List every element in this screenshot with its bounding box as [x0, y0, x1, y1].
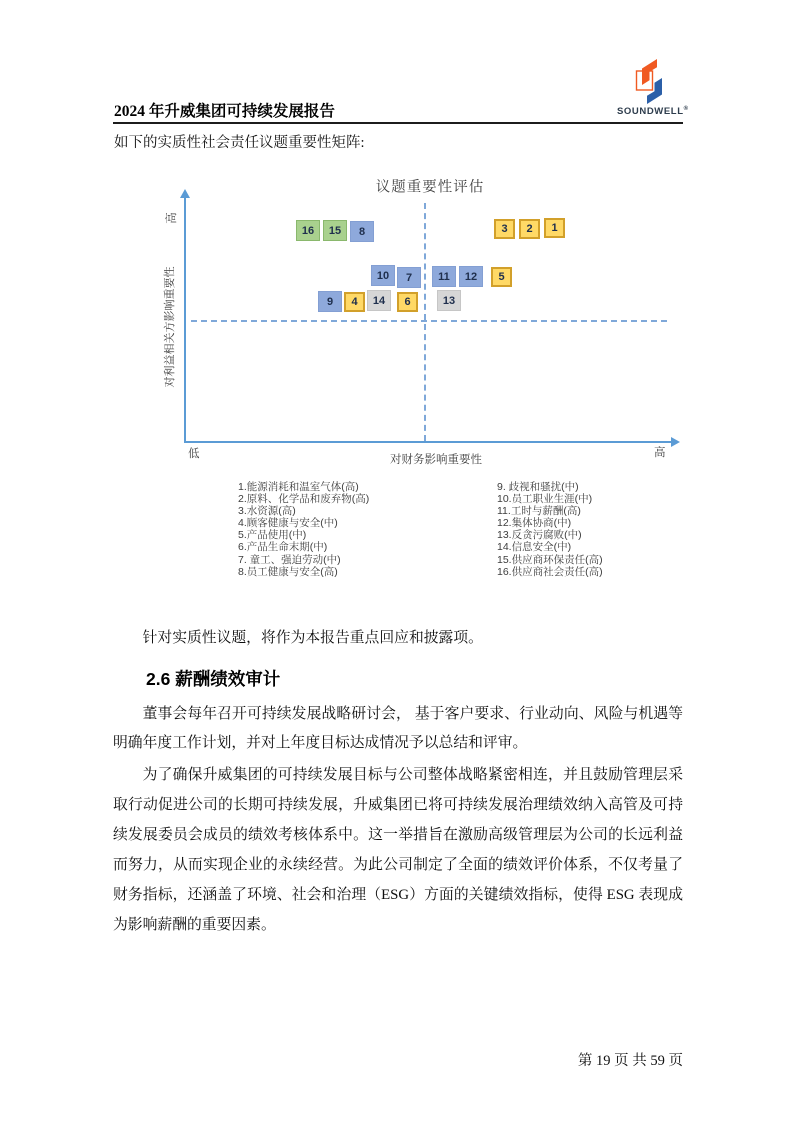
- legend-item: 5.产品使用(中): [238, 529, 307, 542]
- matrix-item-7: 7: [397, 267, 421, 288]
- legend-item: 9. 歧视和骚扰(中): [497, 481, 579, 493]
- legend-item: 6.产品生命末期(中): [238, 541, 328, 554]
- matrix-item-2: 2: [519, 219, 540, 239]
- legend-item: 1.能源消耗和温室气体(高): [238, 481, 359, 493]
- y-axis-title: 对利益相关方影响重要性: [164, 266, 176, 388]
- matrix-item-16: 16: [296, 220, 320, 241]
- matrix-item-5: 5: [491, 267, 512, 287]
- matrix-item-8: 8: [350, 221, 374, 242]
- horizontal-quadrant-divider: [191, 320, 667, 322]
- y-axis-high-label: 高: [165, 212, 178, 224]
- x-axis-high-label: 高: [654, 447, 666, 459]
- matrix-item-3: 3: [494, 219, 515, 239]
- legend-item: 2.原料、化学品和废弃物(高): [238, 493, 370, 506]
- legend-column-left: [238, 481, 369, 578]
- matrix-item-9: 9: [318, 291, 342, 312]
- after-chart-paragraph: 针对实质性议题，将作为本报告重点回应和披露项。: [142, 630, 483, 646]
- matrix-item-10: 10: [371, 265, 395, 286]
- intro-line: 如下的实质性社会责任议题重要性矩阵:: [114, 135, 365, 151]
- matrix-item-13: 13: [437, 290, 461, 311]
- legend-item: 13.反贪污腐败(中): [497, 529, 582, 542]
- legend-item: 14.信息安全(中): [497, 541, 572, 554]
- y-axis-arrow-icon: [180, 189, 190, 198]
- legend-item: 10.员工职业生涯(中): [497, 493, 593, 506]
- matrix-item-1: 1: [544, 218, 565, 238]
- vertical-quadrant-divider: [424, 203, 426, 441]
- body-paragraph-1: 董事会每年召开可持续发展战略研讨会， 基于客户要求、行业动向、风险与机遇等明确年度工作计划，并对上年度目标达成情况予以总结和评审。: [113, 706, 683, 751]
- x-axis-arrow-icon: [671, 437, 680, 447]
- registered-mark: ®: [683, 106, 689, 112]
- x-axis-low-label: 低: [188, 448, 200, 460]
- legend-item: 11.工时与薪酬(高): [497, 505, 581, 518]
- legend-column-right: [497, 481, 603, 578]
- report-header-title: 2024 年升威集团可持续发展报告: [114, 103, 335, 120]
- page-number: 第 19 页 共 59 页: [577, 1053, 683, 1069]
- soundwell-logo-icon: [634, 58, 670, 105]
- legend-item: 4.顾客健康与安全(中): [238, 517, 338, 530]
- legend-item: 16.供应商社会责任(高): [497, 565, 603, 578]
- matrix-item-11: 11: [432, 266, 456, 287]
- matrix-item-4: 4: [344, 292, 365, 312]
- chart-title: 议题重要性评估: [375, 179, 485, 196]
- y-axis-line: [184, 197, 186, 442]
- legend-item: 8.员工健康与安全(高): [238, 565, 338, 578]
- legend-item: 15.供应商环保责任(高): [497, 553, 603, 566]
- header-divider: [113, 122, 683, 124]
- section-heading: 2.6 薪酬绩效审计: [146, 669, 281, 689]
- x-axis-line: [184, 441, 672, 443]
- legend-item: 12.集体协商(中): [497, 517, 572, 530]
- matrix-item-14: 14: [367, 290, 391, 311]
- body-paragraph-2: 为了确保升威集团的可持续发展目标与公司整体战略紧密相连，并且鼓励管理层采取行动促进公司的长期可持续发展，升威集团已将可持续发展治理绩效纳入高管及可持续发展委员会成员的绩效考核体系中。这一举措旨在激励高级管理层为公司的长远利益而努力，从而实现企业的永续经营。为此公司制定了全面的绩效评价体系，不仅考量了财务指标，还涵盖了环境、社会和治理（ESG）方面的关键绩效指标，使得 ESG 表现成为影响薪酬的重要因素。: [113, 767, 683, 933]
- legend-item: 7. 童工、强迫劳动(中): [238, 553, 341, 566]
- x-axis-title: 对财务影响重要性: [390, 454, 482, 466]
- soundwell-logo-text: SOUNDWELL®: [617, 106, 689, 118]
- matrix-item-6: 6: [397, 292, 418, 312]
- legend-item: 3.水资源(高): [238, 505, 296, 518]
- matrix-item-15: 15: [323, 220, 347, 241]
- soundwell-logo: [617, 58, 689, 120]
- matrix-item-12: 12: [459, 266, 483, 287]
